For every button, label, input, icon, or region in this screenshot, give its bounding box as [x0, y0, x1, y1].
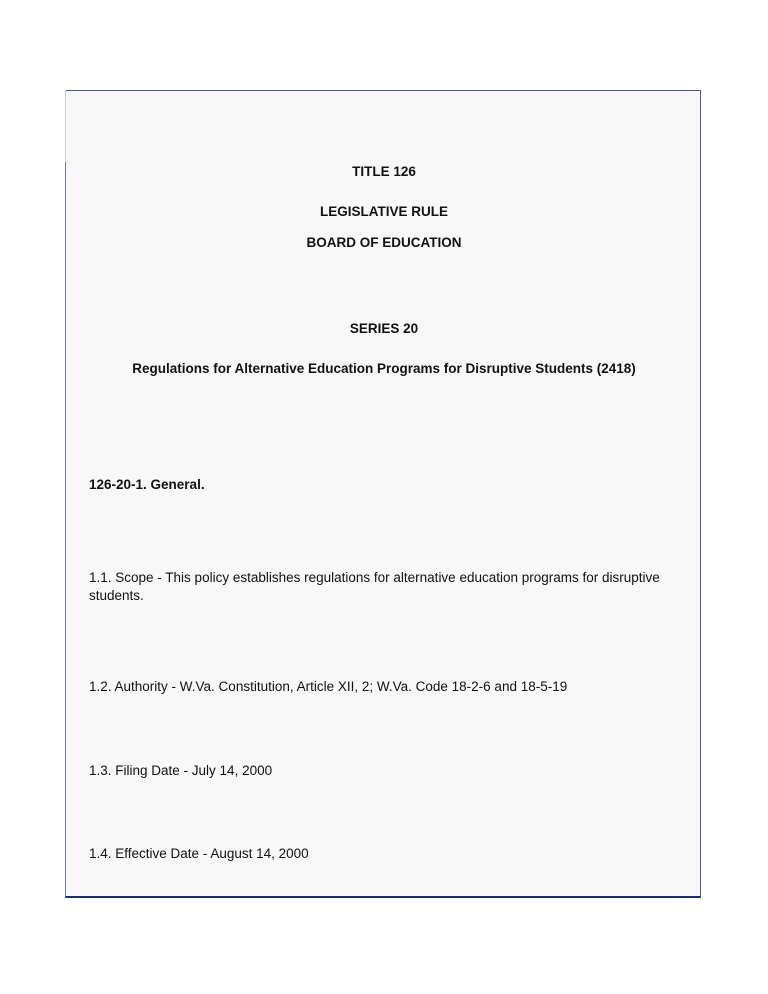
section-item-authority: 1.2. Authority - W.Va. Constitution, Article XII, 2; W.Va. Code 18-2-6 and 18-5-19 [89, 679, 568, 694]
title: TITLE 126 [352, 164, 416, 179]
rule-type: LEGISLATIVE RULE [319, 204, 448, 219]
series-label: SERIES 20 [349, 321, 419, 336]
agency-name: BOARD OF EDUCATION [306, 235, 462, 250]
section-item-filing-date: 1.3. Filing Date - July 14, 2000 [89, 763, 273, 778]
section-heading: 126-20-1. General. [89, 477, 205, 492]
section-item-scope: 1.1. Scope - This policy establishes regulations for alternative education programs for disruptive students. [89, 570, 660, 603]
document-page [65, 90, 701, 898]
section-item-effective-date: 1.4. Effective Date - August 14, 2000 [89, 846, 309, 861]
document-subtitle: Regulations for Alternative Education Programs for Disruptive Students (2418) [132, 361, 636, 376]
